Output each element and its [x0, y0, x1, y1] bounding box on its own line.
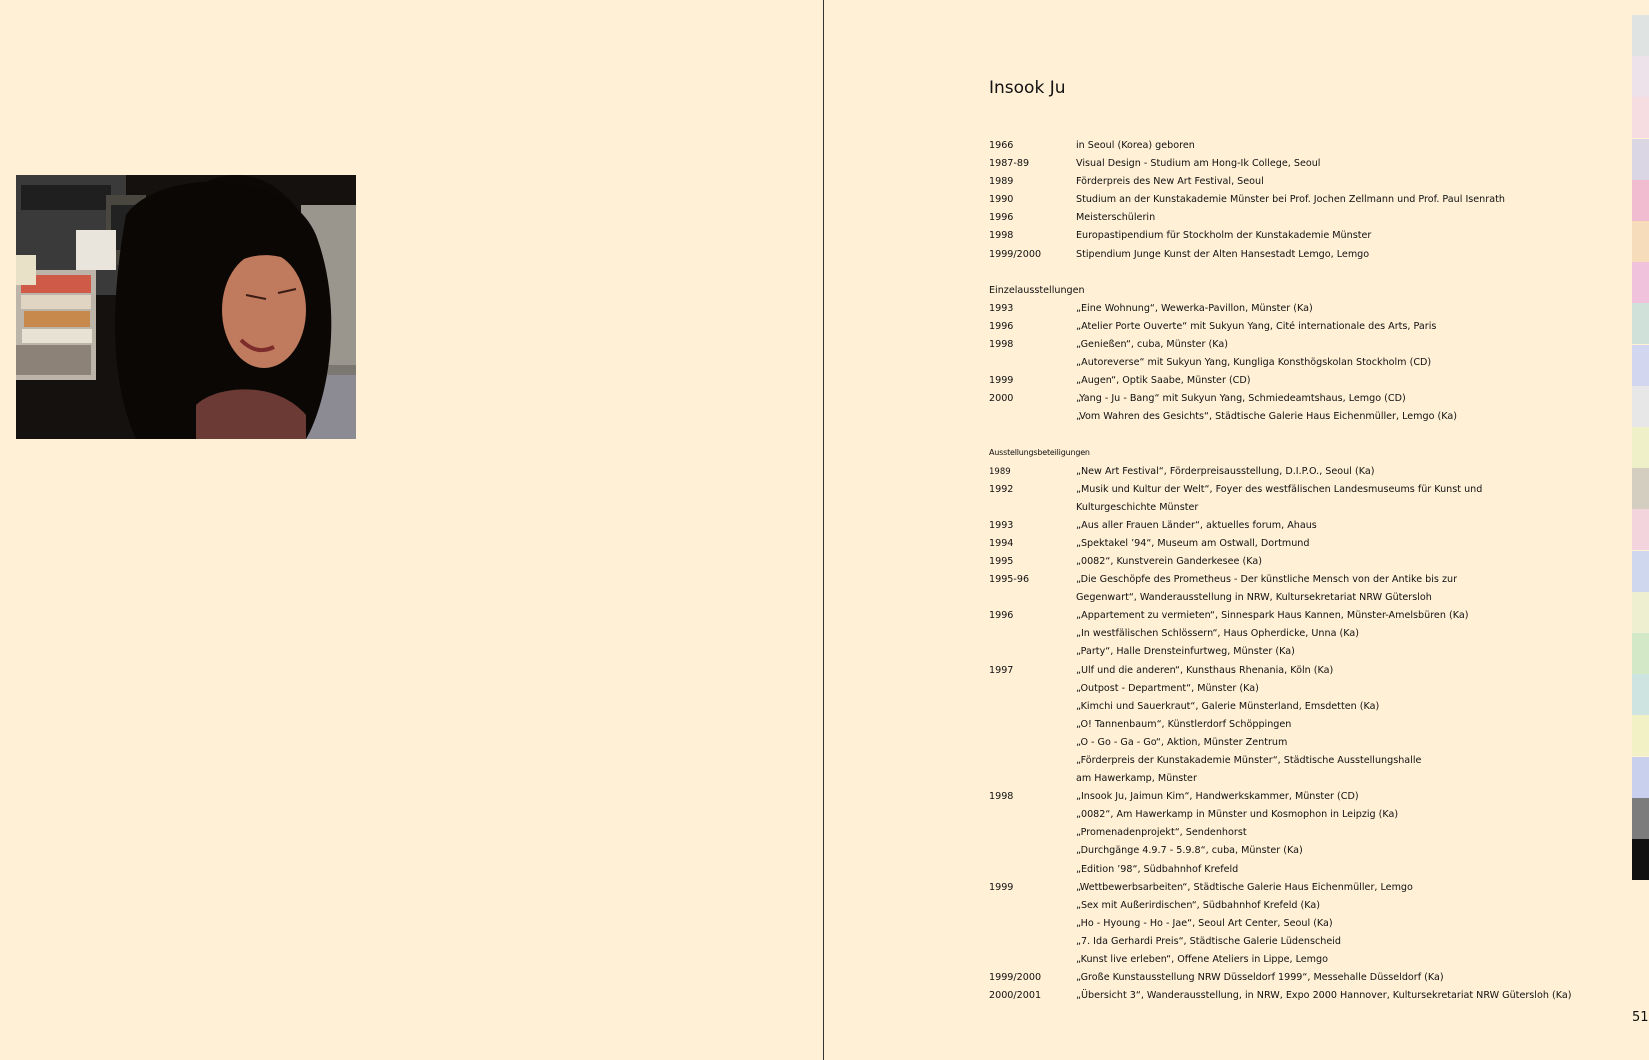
cv-row: [989, 481, 1589, 499]
cv-row: [989, 589, 1589, 607]
cv-text: Studium an der Kunstakademie Münster bei Prof. Jochen Zellmann und Prof. Paul Isenrath: [1076, 194, 1505, 206]
cv-year: [989, 716, 1076, 734]
cv-row: [989, 824, 1589, 842]
cv-row: [989, 463, 1589, 481]
cv-year: 1989: [989, 466, 1011, 477]
cv-year: [989, 806, 1076, 824]
cv-text: Förderpreis des New Art Festival, Seoul: [1076, 176, 1264, 188]
cv-text: „Förderpreis der Kunstakademie Münster“, Städtische Ausstellungshalle: [1076, 755, 1422, 766]
cv-year: [989, 354, 1076, 372]
color-swatch: [1632, 180, 1649, 221]
color-calibration-bar: [1632, 0, 1649, 1060]
cv-row: [989, 987, 1589, 1005]
cv-row: [989, 806, 1589, 824]
cv-year: 1998: [989, 338, 1014, 350]
cv-row: [989, 155, 1589, 173]
cv-text: Kulturgeschichte Münster: [1076, 501, 1199, 513]
cv-year: [989, 770, 1076, 788]
cv-text: „O - Go - Ga - Go“, Aktion, Münster Zentrum: [1076, 736, 1288, 748]
cv-year: [989, 842, 1076, 860]
cv-row: [989, 643, 1589, 661]
color-swatch: [1632, 757, 1649, 798]
color-swatch: [1632, 97, 1649, 138]
cv-row: [989, 191, 1589, 209]
cv-year: [989, 861, 1076, 879]
cv-text: „Die Geschöpfe des Prometheus - Der künstliche Mensch von der Antike bis zur: [1076, 574, 1458, 586]
color-swatch: [1632, 633, 1649, 674]
artist-name: Insook Ju: [989, 78, 1066, 98]
cv-row: [989, 662, 1589, 680]
cv-row: [989, 933, 1589, 951]
cv-year: 2000: [989, 393, 1014, 405]
cv-year: [989, 680, 1076, 698]
cv-text: „Yang - Ju - Bang“ mit Sukyun Yang, Schmiedeamtshaus, Lemgo (CD): [1076, 393, 1406, 405]
color-swatch: [1632, 386, 1649, 427]
cv-row: [989, 318, 1589, 336]
color-swatch: [1632, 798, 1649, 839]
color-swatch: [1632, 715, 1649, 756]
cv-year: [989, 499, 1076, 517]
color-swatch: [1632, 509, 1649, 550]
cv-year: 1989: [989, 176, 1014, 188]
cv-year: 1994: [989, 537, 1014, 549]
cv-row: [989, 625, 1589, 643]
cv-year: 1993: [989, 519, 1014, 531]
group-section: [989, 463, 1589, 1006]
page-number: 51: [1632, 1010, 1649, 1025]
cv-text: „Augen“, Optik Saabe, Münster (CD): [1076, 375, 1251, 387]
cv-row: [989, 173, 1589, 191]
cv-year: 1999/2000: [989, 972, 1042, 984]
cv-year: [989, 734, 1076, 752]
color-swatch: [1632, 139, 1649, 180]
cv-text: „Autoreverse“ mit Sukyun Yang, Kungliga Konsthögskolan Stockholm (CD): [1076, 357, 1432, 369]
solo-section: [989, 300, 1589, 427]
cv-row: [989, 137, 1589, 155]
color-swatch: [1632, 345, 1649, 386]
cv-text: „Aus aller Frauen Länder“, aktuelles forum, Ahaus: [1076, 519, 1317, 531]
cv-year: [989, 698, 1076, 716]
cv-text: Stipendium Junge Kunst der Alten Hansestadt Lemgo, Lemgo: [1076, 248, 1370, 260]
cv-year: 1995-96: [989, 574, 1030, 586]
cv-text: „Atelier Porte Ouverte“ mit Sukyun Yang, Cité internationale des Arts, Paris: [1076, 320, 1437, 332]
cv-row: [989, 499, 1589, 517]
cv-row: [989, 842, 1589, 860]
cv-text: „Edition ’98“, Südbahnhof Krefeld: [1076, 863, 1239, 875]
cv-year: [989, 915, 1076, 933]
cv-year: 1996: [989, 610, 1014, 622]
color-swatch: [1632, 468, 1649, 509]
bio-section: [989, 137, 1589, 264]
cv-row: [989, 770, 1589, 788]
cv-year: 1987-89: [989, 158, 1030, 170]
cv-row: [989, 607, 1589, 625]
cv-year: 1998: [989, 230, 1014, 242]
color-swatch: [1632, 839, 1649, 880]
cv-text: „Übersicht 3“, Wanderausstellung, in NRW, Expo 2000 Hannover, Kultursekretariat NRW Gütersloh (Ka): [1076, 990, 1572, 1002]
cv-year: 1999: [989, 375, 1014, 387]
cv-year: [989, 897, 1076, 915]
cv-text: „0082“, Kunstverein Ganderkesee (Ka): [1076, 555, 1262, 567]
cv-row: [989, 861, 1589, 879]
cv-list: [989, 137, 1589, 1005]
cv-row: [989, 915, 1589, 933]
color-swatch: [1632, 262, 1649, 303]
cv-row: [989, 951, 1589, 969]
cv-row: [989, 698, 1589, 716]
cv-row: [989, 752, 1589, 770]
cv-row: [989, 390, 1589, 408]
cv-year: 1996: [989, 212, 1014, 224]
group-heading: Ausstellungsbeteiligungen: [989, 448, 1090, 458]
cv-row: [989, 246, 1589, 264]
cv-text: „Vom Wahren des Gesichts“, Städtische Galerie Haus Eichenmüller, Lemgo (Ka): [1076, 411, 1458, 423]
cv-text: „Genießen“, cuba, Münster (Ka): [1076, 338, 1229, 350]
color-swatch: [1632, 221, 1649, 262]
cv-row: [989, 897, 1589, 915]
cv-text: „Wettbewerbsarbeiten“, Städtische Galerie Haus Eichenmüller, Lemgo: [1076, 881, 1413, 893]
cv-year: 1990: [989, 194, 1014, 206]
cv-text: „O! Tannenbaum“, Künstlerdorf Schöppingen: [1076, 718, 1292, 730]
cv-year: [989, 933, 1076, 951]
cv-row: [989, 408, 1589, 426]
cv-text: „Ulf und die anderen“, Kunsthaus Rhenania, Köln (Ka): [1076, 664, 1334, 676]
cv-row: [989, 680, 1589, 698]
cv-text: „Musik und Kultur der Welt“, Foyer des westfälischen Landesmuseums für Kunst und: [1076, 483, 1483, 495]
cv-row: [989, 300, 1589, 318]
cv-year: 1999/2000: [989, 248, 1042, 260]
cv-text: „Große Kunstausstellung NRW Düsseldorf 1999“, Messehalle Düsseldorf (Ka): [1076, 972, 1444, 984]
cv-text: am Hawerkamp, Münster: [1076, 773, 1197, 785]
cv-year: [989, 951, 1076, 969]
cv-year: [989, 643, 1076, 661]
cv-text: „Kimchi und Sauerkraut“, Galerie Münsterland, Emsdetten (Ka): [1076, 700, 1380, 712]
cv-year: 2000/2001: [989, 990, 1042, 1002]
cv-text: Visual Design - Studium am Hong-Ik College, Seoul: [1076, 158, 1321, 170]
cv-year: 1993: [989, 302, 1014, 314]
solo-heading: Einzelausstellungen: [989, 284, 1085, 296]
cv-text: „Spektakel ’94“, Museum am Ostwall, Dortmund: [1076, 537, 1310, 549]
portrait-photo: [16, 175, 356, 439]
cv-row: [989, 879, 1589, 897]
cv-row: [989, 354, 1589, 372]
cv-text: „New Art Festival“, Förderpreisausstellung, D.I.P.O., Seoul (Ka): [1076, 465, 1375, 477]
cv-text: „Promenadenprojekt“, Sendenhorst: [1076, 827, 1247, 839]
color-swatch: [1632, 15, 1649, 56]
cv-text: „Insook Ju, Jaimun Kim“, Handwerkskammer, Münster (CD): [1076, 791, 1359, 803]
cv-text: Europastipendium für Stockholm der Kunstakademie Münster: [1076, 230, 1372, 242]
cv-year: 1999: [989, 881, 1014, 893]
cv-text: „Kunst live erleben“, Offene Ateliers in Lippe, Lemgo: [1076, 954, 1328, 966]
cv-year: [989, 625, 1076, 643]
cv-text: „Outpost - Department“, Münster (Ka): [1076, 682, 1259, 694]
cv-row: [989, 716, 1589, 734]
cv-row: [989, 227, 1589, 245]
cv-text: „Ho - Hyoung - Ho - Jae“, Seoul Art Center, Seoul (Ka): [1076, 917, 1333, 929]
cv-row: [989, 553, 1589, 571]
color-swatch: [1632, 592, 1649, 633]
cv-text: „Eine Wohnung“, Wewerka-Pavillon, Münster (Ka): [1076, 302, 1313, 314]
cv-row: [989, 734, 1589, 752]
cv-text: „Sex mit Außerirdischen“, Südbahnhof Krefeld (Ka): [1076, 899, 1321, 911]
cv-text: Meisterschülerin: [1076, 212, 1156, 224]
cv-row: [989, 969, 1589, 987]
cv-row: [989, 517, 1589, 535]
cv-year: [989, 589, 1076, 607]
cv-text: Gegenwart“, Wanderausstellung in NRW, Kultursekretariat NRW Gütersloh: [1076, 592, 1432, 604]
cv-row: [989, 209, 1589, 227]
cv-text: „Appartement zu vermieten“, Sinnespark Haus Kannen, Münster-Amelsbüren (Ka): [1076, 610, 1469, 622]
color-swatch: [1632, 427, 1649, 468]
cv-text: „0082“, Am Hawerkamp in Münster und Kosmophon in Leipzig (Ka): [1076, 809, 1399, 821]
cv-year: 1996: [989, 320, 1014, 332]
cv-row: [989, 336, 1589, 354]
cv-text: „Durchgänge 4.9.7 - 5.9.8“, cuba, Münster (Ka): [1076, 845, 1303, 857]
cv-year: 1966: [989, 140, 1014, 151]
cv-text: „Party“, Halle Drensteinfurtweg, Münster (Ka): [1076, 646, 1295, 658]
cv-year: 1995: [989, 555, 1014, 567]
cv-year: 1992: [989, 483, 1014, 495]
color-swatch: [1632, 551, 1649, 592]
cv-row: [989, 535, 1589, 553]
cv-row: [989, 372, 1589, 390]
color-swatch: [1632, 674, 1649, 715]
cv-year: 1997: [989, 664, 1014, 676]
color-swatch: [1632, 303, 1649, 344]
page-spine: [823, 0, 824, 1060]
cv-text: „7. Ida Gerhardi Preis“, Städtische Galerie Lüdenscheid: [1076, 935, 1341, 947]
cv-text: „In westfälischen Schlössern“, Haus Opherdicke, Unna (Ka): [1076, 628, 1359, 640]
cv-year: [989, 752, 1076, 770]
cv-row: [989, 788, 1589, 806]
cv-year: [989, 824, 1076, 842]
cv-row: [989, 571, 1589, 589]
cv-text: in Seoul (Korea) geboren: [1076, 140, 1195, 151]
cv-year: [989, 408, 1076, 426]
cv-year: 1998: [989, 791, 1014, 803]
color-swatch: [1632, 56, 1649, 97]
